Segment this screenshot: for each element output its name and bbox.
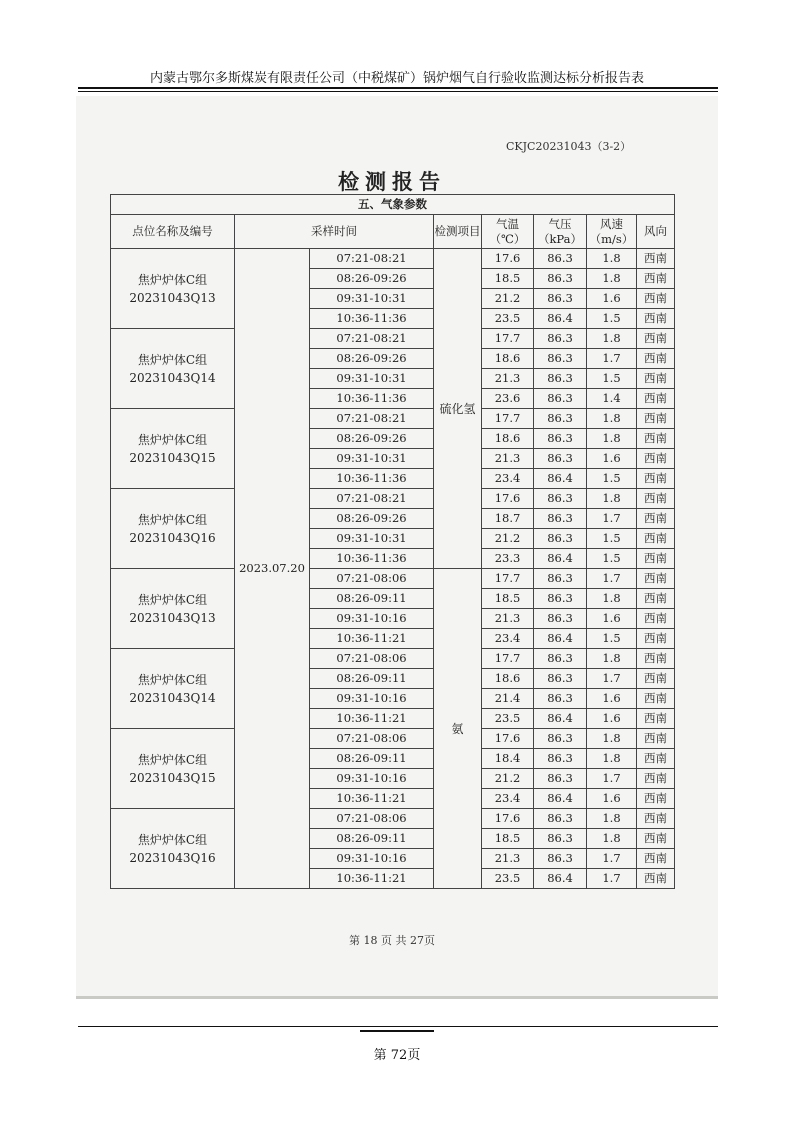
weather-parameters-table <box>110 194 675 889</box>
pressure-cell: 86.3 <box>534 269 587 289</box>
temperature-cell: 23.3 <box>482 549 534 569</box>
pressure-cell: 86.4 <box>534 869 587 889</box>
point-name: 焦炉炉体C组 <box>137 272 208 287</box>
wind-speed-cell: 1.8 <box>587 649 637 669</box>
temperature-cell: 17.7 <box>482 649 534 669</box>
pressure-cell: 86.3 <box>534 449 587 469</box>
sampling-time: 09:31-10:31 <box>310 289 434 309</box>
temperature-cell: 18.7 <box>482 509 534 529</box>
pressure-cell: 86.3 <box>534 349 587 369</box>
temperature-cell: 23.4 <box>482 629 534 649</box>
wind-speed-cell: 1.8 <box>587 329 637 349</box>
wind-speed-cell: 1.6 <box>587 289 637 309</box>
wind-speed-cell: 1.7 <box>587 569 637 589</box>
temperature-cell: 21.2 <box>482 529 534 549</box>
table-row <box>111 569 675 589</box>
wind-direction-cell: 西南 <box>637 429 675 449</box>
pressure-cell: 86.3 <box>534 409 587 429</box>
wind-speed-cell: 1.6 <box>587 709 637 729</box>
wind-speed-cell: 1.5 <box>587 309 637 329</box>
wind-direction-cell: 西南 <box>637 309 675 329</box>
pressure-cell: 86.3 <box>534 489 587 509</box>
sampling-time: 08:26-09:11 <box>310 589 434 609</box>
point-cell <box>111 409 235 489</box>
wind-speed-cell: 1.7 <box>587 349 637 369</box>
sampling-time: 07:21-08:06 <box>310 569 434 589</box>
wind-direction-cell: 西南 <box>637 389 675 409</box>
point-code: 20231043Q16 <box>129 530 216 545</box>
point-name: 焦炉炉体C组 <box>137 592 208 607</box>
wind-speed-cell: 1.5 <box>587 529 637 549</box>
col-item: 检测项目 <box>434 215 482 249</box>
wind-direction-cell: 西南 <box>637 669 675 689</box>
wind-speed-cell: 1.8 <box>587 749 637 769</box>
wind-speed-cell: 1.7 <box>587 509 637 529</box>
wind-direction-cell: 西南 <box>637 469 675 489</box>
temperature-cell: 18.4 <box>482 749 534 769</box>
wind-direction-cell: 西南 <box>637 569 675 589</box>
pressure-cell: 86.3 <box>534 809 587 829</box>
sampling-time: 07:21-08:21 <box>310 329 434 349</box>
point-code: 20231043Q13 <box>129 290 216 305</box>
table-row <box>111 649 675 669</box>
point-cell <box>111 249 235 329</box>
sampling-time: 08:26-09:26 <box>310 509 434 529</box>
sampling-time: 09:31-10:31 <box>310 369 434 389</box>
item-cell: 氨 <box>434 569 482 889</box>
col-sampling-time: 采样时间 <box>235 215 434 249</box>
temperature-cell: 23.5 <box>482 709 534 729</box>
point-name: 焦炉炉体C组 <box>137 512 208 527</box>
sampling-time: 10:36-11:36 <box>310 549 434 569</box>
wind-speed-cell: 1.8 <box>587 729 637 749</box>
pressure-cell: 86.4 <box>534 789 587 809</box>
wind-direction-cell: 西南 <box>637 789 675 809</box>
temperature-cell: 23.6 <box>482 389 534 409</box>
scan-edge <box>76 996 718 999</box>
wind-direction-cell: 西南 <box>637 729 675 749</box>
wind-speed-cell: 1.6 <box>587 689 637 709</box>
pressure-cell: 86.3 <box>534 669 587 689</box>
sampling-time: 09:31-10:31 <box>310 529 434 549</box>
temperature-cell: 21.3 <box>482 849 534 869</box>
pressure-cell: 86.4 <box>534 469 587 489</box>
point-code: 20231043Q13 <box>129 610 216 625</box>
point-name: 焦炉炉体C组 <box>137 672 208 687</box>
wind-direction-cell: 西南 <box>637 689 675 709</box>
header-rule-thin <box>78 91 718 92</box>
point-cell <box>111 649 235 729</box>
sampling-time: 07:21-08:21 <box>310 489 434 509</box>
wind-direction-cell: 西南 <box>637 349 675 369</box>
col-pressure: 气压（kPa） <box>534 215 587 249</box>
pressure-cell: 86.3 <box>534 769 587 789</box>
wind-direction-cell: 西南 <box>637 869 675 889</box>
wind-speed-cell: 1.5 <box>587 549 637 569</box>
wind-direction-cell: 西南 <box>637 609 675 629</box>
sampling-time: 08:26-09:26 <box>310 429 434 449</box>
pressure-cell: 86.3 <box>534 569 587 589</box>
wind-speed-cell: 1.8 <box>587 489 637 509</box>
wind-speed-cell: 1.6 <box>587 449 637 469</box>
wind-speed-cell: 1.8 <box>587 809 637 829</box>
wind-speed-cell: 1.8 <box>587 249 637 269</box>
sampling-time: 10:36-11:21 <box>310 869 434 889</box>
wind-direction-cell: 西南 <box>637 489 675 509</box>
wind-direction-cell: 西南 <box>637 269 675 289</box>
wind-direction-cell: 西南 <box>637 709 675 729</box>
col-wind-speed: 风速（m/s） <box>587 215 637 249</box>
footer-mark <box>360 1030 434 1032</box>
temperature-cell: 17.7 <box>482 329 534 349</box>
sampling-time: 08:26-09:11 <box>310 829 434 849</box>
sampling-time: 09:31-10:16 <box>310 689 434 709</box>
point-code: 20231043Q15 <box>129 450 216 465</box>
table-row <box>111 729 675 749</box>
temperature-cell: 21.3 <box>482 609 534 629</box>
document-header: 内蒙古鄂尔多斯煤炭有限责任公司（中税煤矿）锅炉烟气自行验收监测达标分析报告表 <box>149 71 644 86</box>
wind-speed-cell: 1.8 <box>587 269 637 289</box>
pressure-cell: 86.3 <box>534 829 587 849</box>
wind-direction-cell: 西南 <box>637 629 675 649</box>
pressure-cell: 86.3 <box>534 389 587 409</box>
wind-direction-cell: 西南 <box>637 329 675 349</box>
pressure-cell: 86.3 <box>534 249 587 269</box>
point-code: 20231043Q15 <box>129 770 216 785</box>
wind-direction-cell: 西南 <box>637 829 675 849</box>
report-page-number: 第 18 页 共 27页 <box>349 934 435 947</box>
pressure-cell: 86.3 <box>534 289 587 309</box>
wind-speed-cell: 1.6 <box>587 609 637 629</box>
wind-direction-cell: 西南 <box>637 649 675 669</box>
wind-speed-cell: 1.8 <box>587 429 637 449</box>
wind-speed-cell: 1.5 <box>587 469 637 489</box>
wind-direction-cell: 西南 <box>637 249 675 269</box>
report-title: 检测报告 <box>338 169 446 194</box>
temperature-cell: 17.6 <box>482 489 534 509</box>
wind-speed-cell: 1.4 <box>587 389 637 409</box>
table-row <box>111 489 675 509</box>
pressure-cell: 86.3 <box>534 369 587 389</box>
sampling-time: 08:26-09:11 <box>310 749 434 769</box>
item-cell: 硫化氢 <box>434 249 482 569</box>
pressure-cell: 86.3 <box>534 529 587 549</box>
pressure-cell: 86.3 <box>534 649 587 669</box>
wind-direction-cell: 西南 <box>637 409 675 429</box>
temperature-cell: 21.3 <box>482 449 534 469</box>
section-title: 五、气象参数 <box>111 195 675 215</box>
sampling-time: 09:31-10:16 <box>310 849 434 869</box>
sampling-time: 07:21-08:06 <box>310 809 434 829</box>
temperature-cell: 21.4 <box>482 689 534 709</box>
temperature-cell: 23.5 <box>482 869 534 889</box>
col-temperature: 气温（℃） <box>482 215 534 249</box>
sampling-time: 10:36-11:36 <box>310 309 434 329</box>
table-row <box>111 329 675 349</box>
pressure-cell: 86.3 <box>534 429 587 449</box>
sampling-time: 08:26-09:11 <box>310 669 434 689</box>
wind-direction-cell: 西南 <box>637 549 675 569</box>
temperature-cell: 17.7 <box>482 409 534 429</box>
wind-speed-cell: 1.8 <box>587 409 637 429</box>
col-wind-direction: 风向 <box>637 215 675 249</box>
footer-rule <box>78 1026 718 1027</box>
point-cell <box>111 489 235 569</box>
sampling-time: 07:21-08:06 <box>310 649 434 669</box>
sampling-time: 08:26-09:26 <box>310 349 434 369</box>
wind-direction-cell: 西南 <box>637 809 675 829</box>
sampling-time: 07:21-08:21 <box>310 249 434 269</box>
pressure-cell: 86.3 <box>534 589 587 609</box>
pressure-cell: 86.4 <box>534 549 587 569</box>
sampling-time: 07:21-08:21 <box>310 409 434 429</box>
point-cell <box>111 329 235 409</box>
sampling-time: 10:36-11:21 <box>310 789 434 809</box>
temperature-cell: 18.5 <box>482 269 534 289</box>
pressure-cell: 86.4 <box>534 709 587 729</box>
pressure-cell: 86.4 <box>534 629 587 649</box>
wind-speed-cell: 1.8 <box>587 589 637 609</box>
temperature-cell: 23.5 <box>482 309 534 329</box>
pressure-cell: 86.3 <box>534 609 587 629</box>
temperature-cell: 17.6 <box>482 249 534 269</box>
col-point: 点位名称及编号 <box>111 215 235 249</box>
pressure-cell: 86.3 <box>534 749 587 769</box>
temperature-cell: 17.6 <box>482 809 534 829</box>
sampling-date: 2023.07.20 <box>235 249 310 889</box>
wind-speed-cell: 1.7 <box>587 769 637 789</box>
wind-direction-cell: 西南 <box>637 849 675 869</box>
wind-direction-cell: 西南 <box>637 289 675 309</box>
temperature-cell: 21.2 <box>482 289 534 309</box>
sampling-time: 10:36-11:36 <box>310 389 434 409</box>
wind-speed-cell: 1.6 <box>587 789 637 809</box>
point-cell <box>111 809 235 889</box>
point-cell <box>111 729 235 809</box>
temperature-cell: 17.7 <box>482 569 534 589</box>
sampling-time: 09:31-10:31 <box>310 449 434 469</box>
pressure-cell: 86.3 <box>534 689 587 709</box>
temperature-cell: 17.6 <box>482 729 534 749</box>
point-cell <box>111 569 235 649</box>
wind-speed-cell: 1.5 <box>587 369 637 389</box>
temperature-cell: 23.4 <box>482 789 534 809</box>
sampling-time: 07:21-08:06 <box>310 729 434 749</box>
pressure-cell: 86.3 <box>534 509 587 529</box>
temperature-cell: 18.6 <box>482 669 534 689</box>
table-row <box>111 249 675 269</box>
sampling-time: 10:36-11:21 <box>310 629 434 649</box>
wind-direction-cell: 西南 <box>637 749 675 769</box>
wind-direction-cell: 西南 <box>637 449 675 469</box>
point-name: 焦炉炉体C组 <box>137 352 208 367</box>
table-row <box>111 409 675 429</box>
temperature-cell: 18.6 <box>482 429 534 449</box>
temperature-cell: 18.5 <box>482 589 534 609</box>
point-name: 焦炉炉体C组 <box>137 752 208 767</box>
point-name: 焦炉炉体C组 <box>137 432 208 447</box>
pressure-cell: 86.3 <box>534 329 587 349</box>
point-code: 20231043Q14 <box>129 690 216 705</box>
sampling-time: 09:31-10:16 <box>310 609 434 629</box>
wind-direction-cell: 西南 <box>637 369 675 389</box>
wind-direction-cell: 西南 <box>637 589 675 609</box>
wind-direction-cell: 西南 <box>637 769 675 789</box>
wind-speed-cell: 1.5 <box>587 629 637 649</box>
temperature-cell: 18.6 <box>482 349 534 369</box>
document-page-number: 第 72页 <box>373 1048 421 1063</box>
temperature-cell: 21.2 <box>482 769 534 789</box>
wind-speed-cell: 1.8 <box>587 829 637 849</box>
wind-speed-cell: 1.7 <box>587 849 637 869</box>
wind-speed-cell: 1.7 <box>587 669 637 689</box>
point-code: 20231043Q16 <box>129 850 216 865</box>
pressure-cell: 86.3 <box>534 849 587 869</box>
wind-direction-cell: 西南 <box>637 509 675 529</box>
sampling-time: 10:36-11:21 <box>310 709 434 729</box>
sampling-time: 10:36-11:36 <box>310 469 434 489</box>
header-rule <box>78 87 718 89</box>
sampling-time: 08:26-09:26 <box>310 269 434 289</box>
report-code: CKJC20231043（3-2） <box>506 140 632 153</box>
temperature-cell: 18.5 <box>482 829 534 849</box>
pressure-cell: 86.3 <box>534 729 587 749</box>
sampling-time: 09:31-10:16 <box>310 769 434 789</box>
point-name: 焦炉炉体C组 <box>137 832 208 847</box>
temperature-cell: 21.3 <box>482 369 534 389</box>
wind-direction-cell: 西南 <box>637 529 675 549</box>
pressure-cell: 86.4 <box>534 309 587 329</box>
point-code: 20231043Q14 <box>129 370 216 385</box>
temperature-cell: 23.4 <box>482 469 534 489</box>
table-row <box>111 809 675 829</box>
wind-speed-cell: 1.7 <box>587 869 637 889</box>
